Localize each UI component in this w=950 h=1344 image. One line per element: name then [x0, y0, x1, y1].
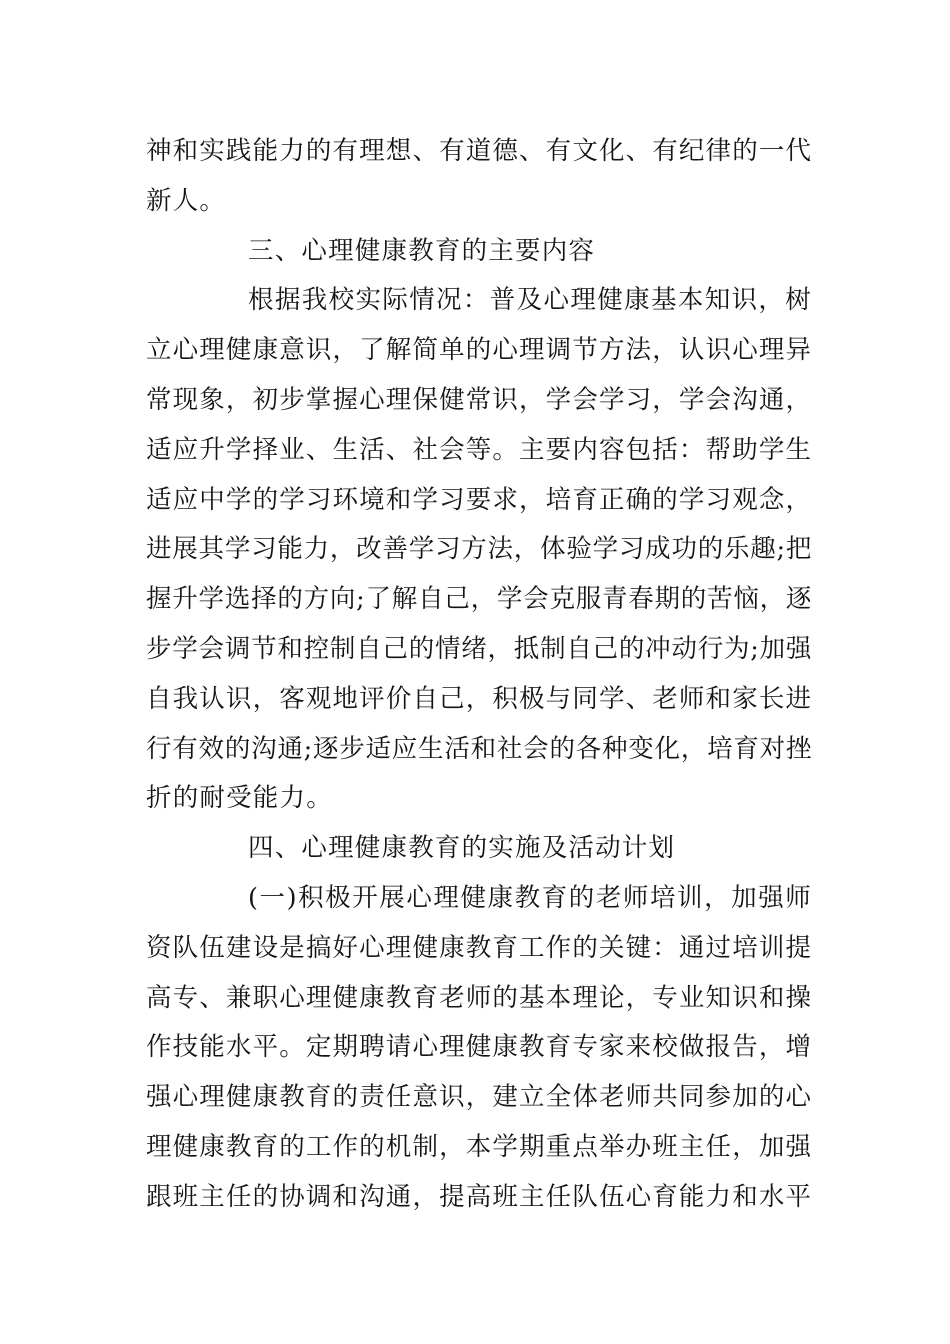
body-line: 神和实践能力的有理想、有道德、有文化、有纪律的一代	[146, 136, 812, 166]
body-line: 作技能水平。定期聘请心理健康教育专家来校做报告，增	[146, 1032, 812, 1063]
body-line: 行有效的沟通;逐步适应生活和社会的各种变化，培育对挫	[146, 733, 812, 764]
body-line: 适应中学的学习环境和学习要求，培育正确的学习观念，	[146, 484, 812, 515]
body-line: 自我认识，客观地评价自己，积极与同学、老师和家长进	[146, 683, 812, 714]
section-heading-4: 四、心理健康教育的实施及活动计划	[248, 833, 676, 864]
body-line: 高专、兼职心理健康教育老师的基本理论，专业知识和操	[146, 982, 812, 1013]
subsection-first-line: (一)积极开展心理健康教育的老师培训，加强师	[248, 882, 812, 913]
paragraph-first-line: 根据我校实际情况：普及心理健康基本知识，树	[248, 285, 812, 316]
body-line: 折的耐受能力。	[146, 783, 333, 814]
body-line: 资队伍建设是搞好心理健康教育工作的关键：通过培训提	[146, 932, 812, 963]
body-line: 强心理健康教育的责任意识，建立全体老师共同参加的心	[146, 1082, 812, 1113]
body-line: 新人。	[146, 185, 227, 216]
body-line: 握升学选择的方向;了解自己，学会克服青春期的苦恼，逐	[146, 584, 812, 615]
body-line: 常现象，初步掌握心理保健常识，学会学习，学会沟通，	[146, 384, 812, 415]
body-line: 跟班主任的协调和沟通，提高班主任队伍心育能力和水平	[146, 1181, 812, 1212]
body-line: 立心理健康意识，了解简单的心理调节方法，认识心理异	[146, 335, 812, 366]
document-body	[146, 127, 812, 1223]
body-line: 适应升学择业、生活、社会等。主要内容包括：帮助学生	[146, 434, 812, 465]
body-line: 进展其学习能力，改善学习方法，体验学习成功的乐趣;把	[146, 534, 812, 565]
section-heading-3: 三、心理健康教育的主要内容	[248, 235, 596, 266]
body-line: 步学会调节和控制自己的情绪，抵制自己的冲动行为;加强	[146, 633, 812, 664]
body-line: 理健康教育的工作的机制，本学期重点举办班主任，加强	[146, 1131, 812, 1162]
